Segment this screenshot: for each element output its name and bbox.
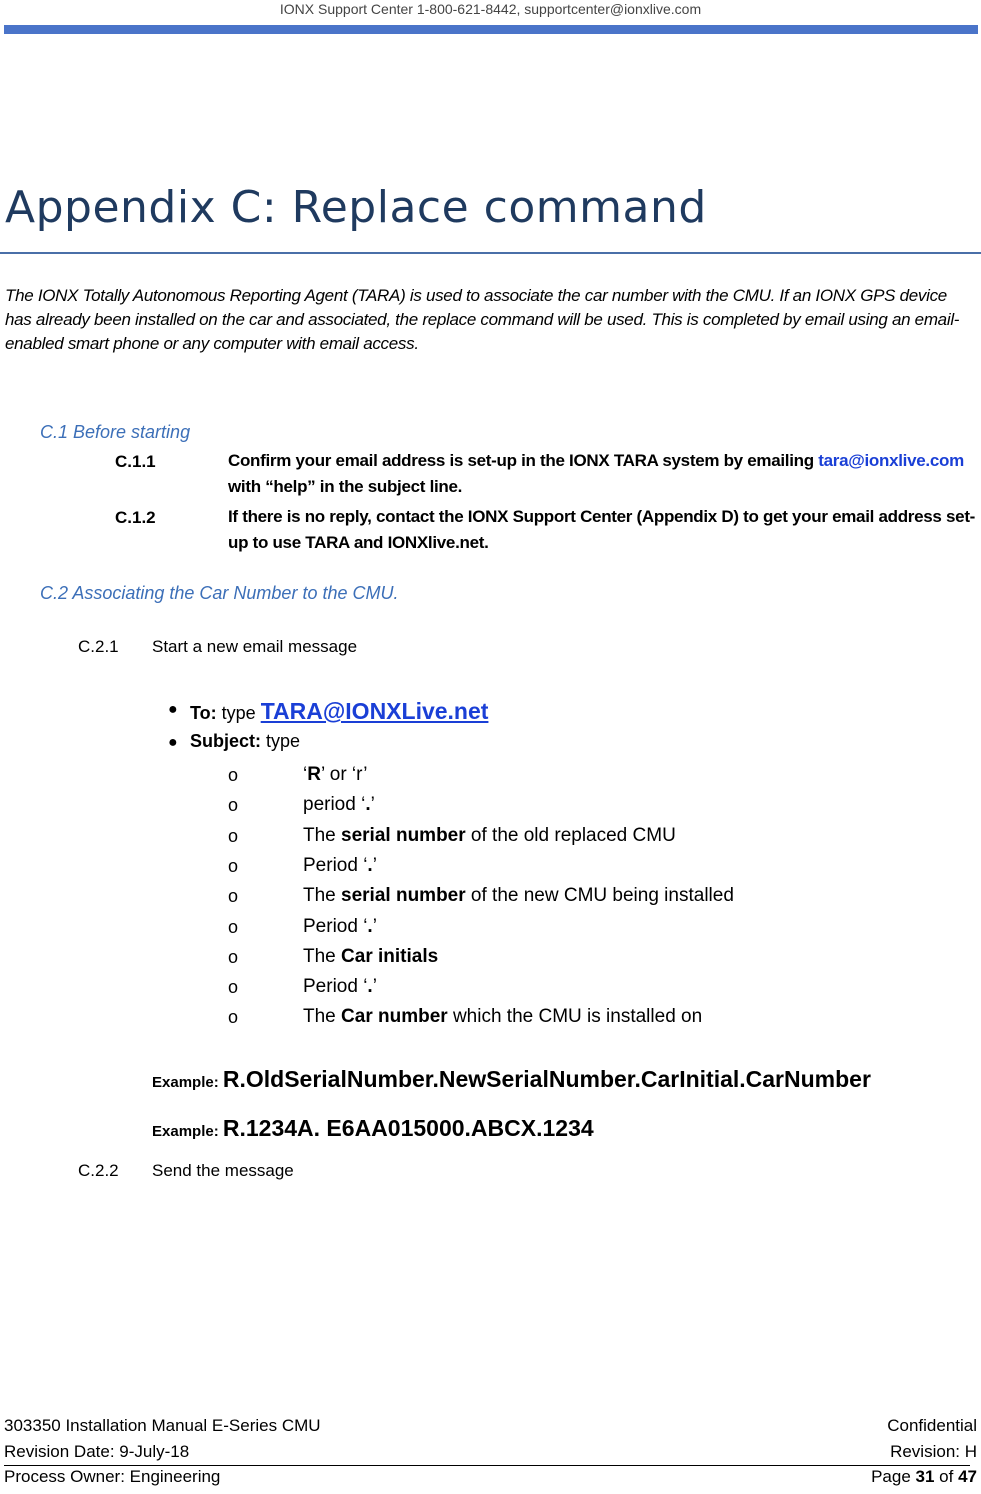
intro-paragraph: The IONX Totally Autonomous Reporting Agent (TARA) is used to associate the car number with the CMU. If an IONX GPS device has already been installed on the car and associated, the replace command will be used. This is completed by email using an email-enabled smart phone or any computer with email access.	[5, 286, 960, 353]
section-c1-heading: C.1 Before starting	[40, 422, 191, 442]
sub-bullet-marker: o	[228, 856, 239, 876]
footer-process-owner: Process Owner: Engineering	[4, 1467, 221, 1486]
step-c22-text: Send the message	[152, 1161, 294, 1180]
sub-bullet-marker: o	[228, 826, 239, 846]
step-c22-number: C.2.2	[78, 1161, 119, 1180]
footer-doc-title: 303350 Installation Manual E-Series CMU	[4, 1416, 321, 1435]
step-c21-number: C.2.1	[78, 637, 119, 656]
sub-bullet-marker: o	[228, 765, 239, 785]
page-title: Appendix C: Replace command	[5, 182, 707, 233]
support-center-line: IONX Support Center 1-800-621-8442, supportcenter@ionxlive.com	[279, 1, 702, 17]
tara-address-link[interactable]: TARA@IONXLive.net	[260, 698, 489, 724]
to-line: To: type TARA@IONXLive.net	[190, 698, 489, 724]
sub-bullet-marker: o	[228, 917, 239, 937]
footer-page-number: Page 31 of 47	[871, 1467, 977, 1486]
subject-part-2: period ‘.’	[303, 794, 375, 815]
step-c21-text: Start a new email message	[152, 637, 358, 656]
sub-bullet-marker: o	[228, 886, 239, 906]
subject-part-1: ‘R’ or ‘r’	[303, 764, 368, 785]
bullet-icon: ●	[168, 701, 178, 718]
subject-line: Subject: type	[190, 731, 301, 751]
subject-part-4: Period ‘.’	[303, 855, 377, 876]
item-c11-text: Confirm your email address is set-up in the IONX TARA system by emailing tara@ionxlive.com with “help” in the subject line.	[228, 451, 964, 496]
subject-part-9: The Car number which the CMU is installed on	[303, 1006, 703, 1027]
subject-part-7: The Car initials	[303, 946, 439, 967]
sub-bullet-marker: o	[228, 795, 239, 815]
sub-bullet-marker: o	[228, 1007, 239, 1027]
tara-email-link[interactable]: tara@ionxlive.com	[818, 451, 964, 470]
bullet-icon: ●	[168, 734, 178, 751]
title-divider	[0, 252, 981, 254]
footer-revision-date: Revision Date: 9-July-18	[4, 1442, 190, 1461]
item-c11-number: C.1.1	[115, 452, 156, 471]
sub-bullet-marker: o	[228, 947, 239, 967]
footer-revision: Revision: H	[890, 1442, 977, 1461]
subject-part-6: Period ‘.’	[303, 916, 377, 937]
section-c2-heading: C.2 Associating the Car Number to the CMU.	[40, 583, 399, 603]
item-c12-number: C.1.2	[115, 508, 156, 527]
footer-confidential: Confidential	[887, 1416, 977, 1435]
example-2: Example: R.1234A. E6AA015000.ABCX.1234	[152, 1115, 594, 1141]
header-bar	[4, 25, 978, 34]
subject-part-5: The serial number of the new CMU being installed	[303, 885, 734, 906]
sub-bullet-marker: o	[228, 977, 239, 997]
example-1: Example: R.OldSerialNumber.NewSerialNumber.CarInitial.CarNumber	[152, 1066, 871, 1092]
footer-divider	[4, 1465, 970, 1466]
item-c12-text: If there is no reply, contact the IONX Support Center (Appendix D) to get your email address set-up to use TARA and IONXlive.net.	[228, 507, 976, 552]
subject-part-8: Period ‘.’	[303, 976, 377, 997]
subject-part-3: The serial number of the old replaced CMU	[303, 825, 676, 846]
